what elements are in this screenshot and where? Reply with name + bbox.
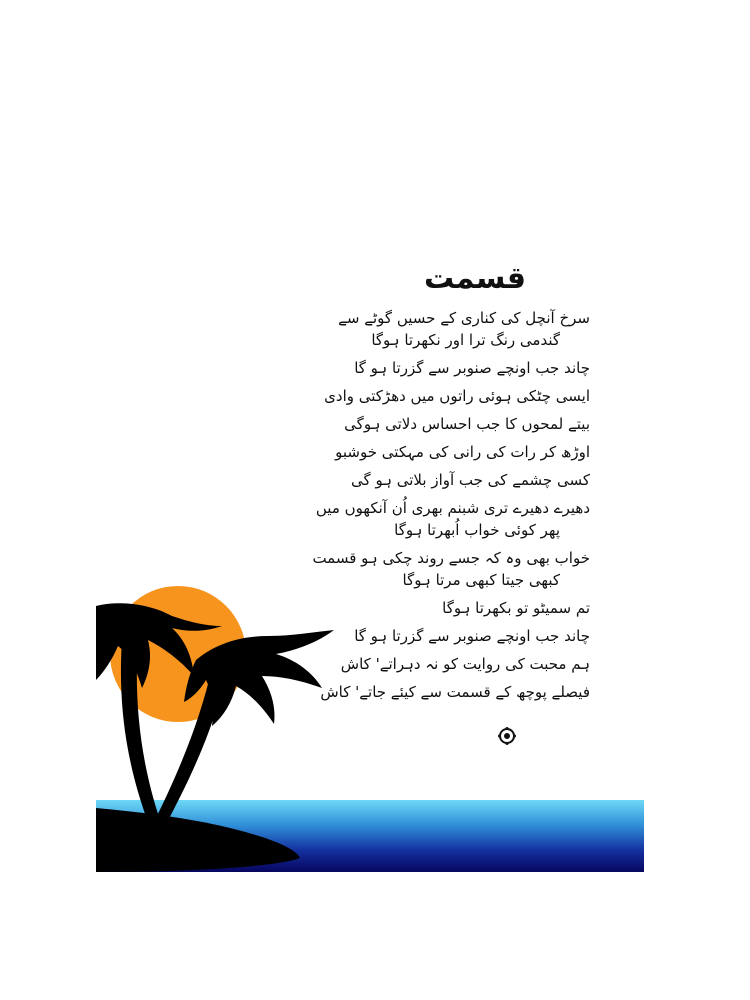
poem-line: کبھی جیتا کبھی مرتا ہوگا [402, 571, 560, 589]
poem-line: تم سمیٹو تو بکھرتا ہوگا [442, 599, 590, 617]
poem-line: فیصلے پوچھ کے قسمت سے کیئے جاتے' کاش [320, 683, 590, 701]
poem-line: پھر کوئی خواب اُبھرتا ہوگا [394, 521, 560, 539]
poem [312, 261, 590, 710]
poem-line: چاند جب اونچے صنوبر سے گزرتا ہو گا [354, 627, 590, 645]
poem-line: خواب بھی وہ کہ جسے روند چکی ہو قسمت [312, 549, 590, 567]
flower-ornament-icon [498, 727, 516, 745]
poem-line: گندمی رنگ ترا اور نکھرتا ہوگا [371, 331, 560, 349]
poem-line: ہم محبت کی روایت کو نہ دہراتے' کاش [340, 655, 590, 673]
poem-title: قسمت [423, 261, 527, 296]
poem-line: چاند جب اونچے صنوبر سے گزرتا ہو گا [354, 359, 590, 377]
poem-line: دھیرے دھیرے تری شبنم بھری اُن آنکھوں میں [315, 499, 590, 517]
poem-line: کسی چشمے کی جب آواز بلاتی ہو گی [351, 471, 590, 489]
poem-line: اوڑھ کر رات کی رانی کی مہکتی خوشبو [335, 443, 590, 461]
poem-line: ایسی چٹکی ہوئی راتوں میں دھڑکتی وادی [324, 387, 590, 405]
poem-line: سرخ آنچل کی کناری کے حسیں گوٹے سے [338, 309, 590, 327]
poem-line: بیتے لمحوں کا جب احساس دلاتی ہوگی [344, 415, 590, 433]
